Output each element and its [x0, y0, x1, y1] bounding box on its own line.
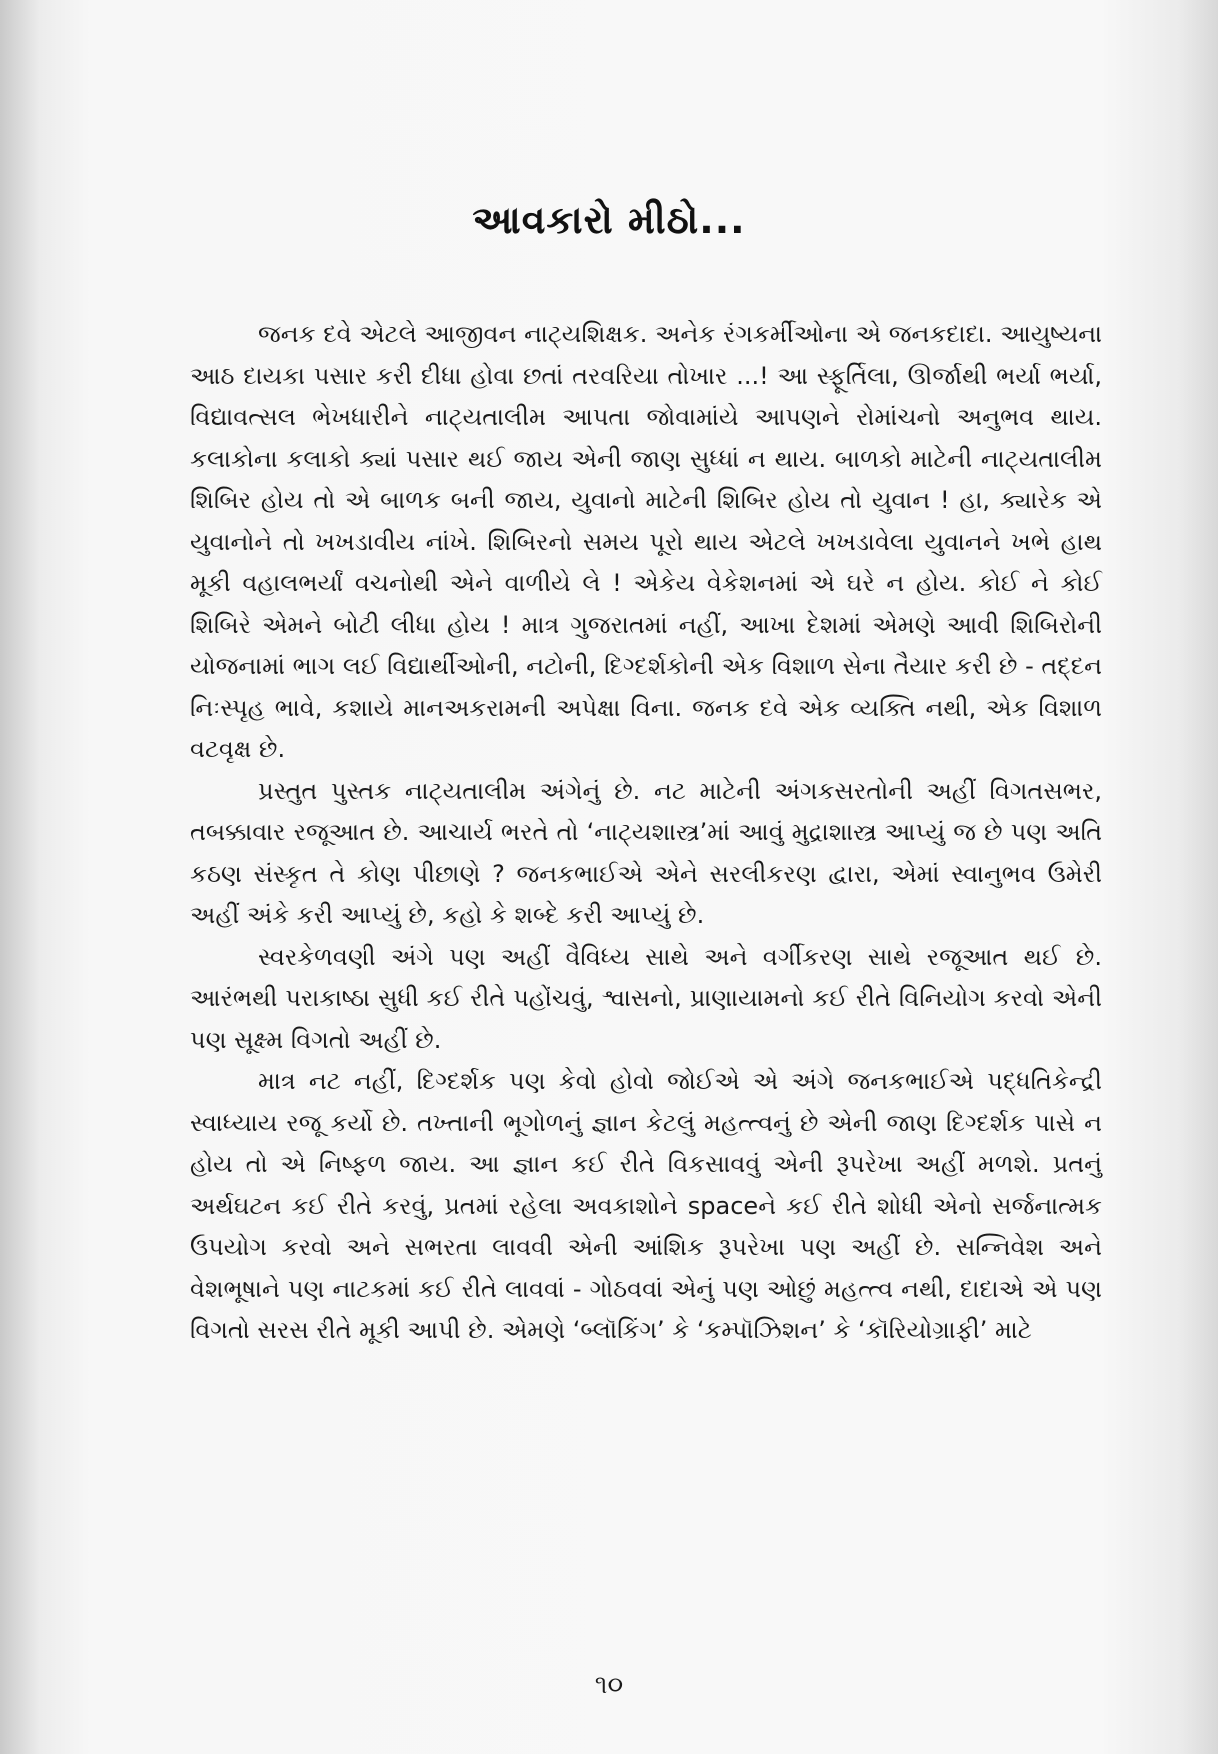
paragraph-1: જનક દવે એટલે આજીવન નાટ્યશિક્ષક. અનેક રંગકર્મીઓના એ જનકદાદા. આયુષ્યના આઠ દાયકા પસાર કરી દીધા હોવા છતાં તરવરિયા તોખાર ...! આ સ્ફૂર્તિલા, ઊર્જાથી ભર્યા ભર્યા, વિદ્યાવત્સલ ભેખધારીને નાટ્યતાલીમ આપતા જોવામાંયે આપણને રોમાંચનો અનુભવ થાય. કલાકોના કલાકો ક્યાં પસાર થઈ જાય એની જાણ સુધ્ધાં ન થાય. બાળકો માટેની નાટ્યતાલીમ શિબિર હોય તો એ બાળક બની જાય, યુવાનો માટેની શિબિર હોય તો યુવાન ! હા, ક્યારેક એ યુવાનોને તો ખખડાવીય નાંખે. શિબિરનો સમય પૂરો થાય એટલે ખખડાવેલા યુવાનને ખભે હાથ મૂકી વહાલભર્યાં વચનોથી એને વાળીયે લે ! એકેય વેકેશનમાં એ ઘરે ન હોય. કોઈ ને કોઈ શિબિરે એમને બોટી લીધા હોય ! માત્ર ગુજરાતમાં નહીં, આખા દેશમાં એમણે આવી શિબિરોની યોજનામાં ભાગ લઈ વિદ્યાર્થીઓની, નટોની, દિગ્દર્શકોની એક વિશાળ સેના તૈયાર કરી છે - તદ્દન નિઃસ્પૃહ ભાવે, કશાયે માનઅકરામની અપેક્ષા વિના. જનક દવે એક વ્યક્તિ નથી, એક વિશાળ વટવૃક્ષ છે.: [190, 320, 1102, 763]
page-number: ૧૦: [594, 1670, 624, 1700]
paragraph-2: પ્રસ્તુત પુસ્તક નાટ્યતાલીમ અંગેનું છે. નટ માટેની અંગકસરતોની અહીં વિગતસભર, તબક્કાવાર રજૂઆત છે. આચાર્ય ભરતે તો ‘નાટ્યશાસ્ત્ર’માં આવું મુદ્રાશાસ્ત્ર આપ્યું જ છે પણ અતિ કઠણ સંસ્કૃત તે કોણ પીછાણે ? જનકભાઈએ એને સરલીકરણ દ્વારા, એમાં સ્વાનુભવ ઉમેરી અહીં અંકે કરી આપ્યું છે, કહો કે શબ્દે કરી આપ્યું છે.: [190, 776, 1102, 929]
body-text: [190, 314, 1102, 1352]
paragraph-4: માત્ર નટ નહીં, દિગ્દર્શક પણ કેવો હોવો જોઈએ એ અંગે જનકભાઈએ પદ્ધતિકેન્દ્રી સ્વાધ્યાય રજૂ કર્યો છે. તખ્તાની ભૂગોળનું જ્ઞાન કેટલું મહત્ત્વનું છે એની જાણ દિગ્દર્શક પાસે ન હોય તો એ નિષ્ફળ જાય. આ જ્ઞાન કઈ રીતે વિકસાવવું એની રૂપરેખા અહીં મળશે. પ્રતનું અર્થઘટન કઈ રીતે કરવું, પ્રતમાં રહેલા અવકાશોને spaceને કઈ રીતે શોધી એનો સર્જનાત્મક ઉપયોગ કરવો અને સભરતા લાવવી એની આંશિક રૂપરેખા પણ અહીં છે. સન્નિવેશ અને વેશભૂષાને પણ નાટકમાં કઈ રીતે લાવવાં - ગોઠવવાં એનું પણ ઓછું મહત્ત્વ નથી, દાદાએ એ પણ વિગતો સરસ રીતે મૂકી આપી છે. એમણે ‘બ્લૉકિંગ’ કે ‘કમ્પૉઝિશન’ કે ‘કૉરિયોગ્રાફી’ માટે: [190, 1067, 1102, 1344]
chapter-title: આવકારો મીઠો...: [472, 198, 746, 242]
paragraph-3: સ્વરકેળવણી અંગે પણ અહીં વૈવિધ્ય સાથે અને વર્ગીકરણ સાથે રજૂઆત થઈ છે. આરંભથી પરાકાષ્ઠા સુધી કઈ રીતે પહોંચવું, શ્વાસનો, પ્રાણાયામનો કઈ રીતે વિનિયોગ કરવો એની પણ સૂક્ષ્મ વિગતો અહીં છે.: [190, 942, 1102, 1054]
